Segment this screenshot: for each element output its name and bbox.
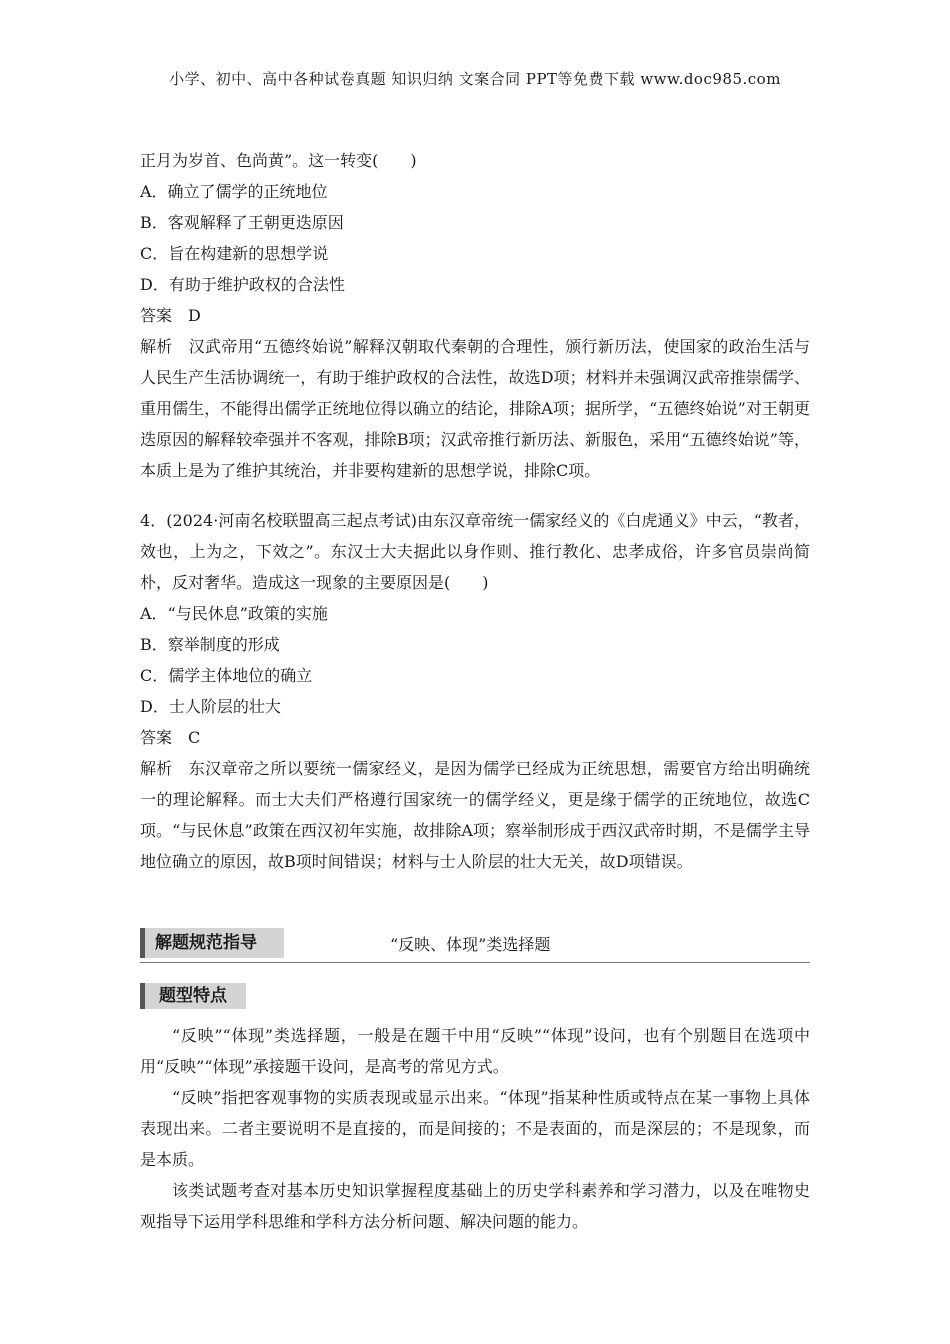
analysis-label: 解析 bbox=[140, 337, 173, 356]
analysis bbox=[140, 753, 810, 877]
analysis-text: 汉武帝用“五德终始说”解释汉朝取代秦朝的合理性，颁行新历法，使国家的政治生活与人民生产生活协调统一，有助于维护政权的合法性，故选D项；材料并未强调汉武帝推崇儒学、重用儒生，不能得出儒学正统地位得以确立的结论，排除A项；据所学，“五德终始说”对王朝更迭原因的解释较牵强并不客观，排除B项；汉武帝推行新历法、新服色，采用“五德终始说”等，本质上是为了维护其统治，并非要构建新的思想学说，排除C项。 bbox=[140, 337, 810, 480]
option-d: D．士人阶层的壮大 bbox=[140, 697, 281, 716]
section-tag: 解题规范指导 bbox=[140, 928, 284, 958]
answer-line bbox=[140, 300, 810, 331]
answer-value: C bbox=[188, 728, 201, 747]
option-b: B．客观解释了王朝更迭原因 bbox=[140, 213, 344, 232]
option-d: D．有助于维护政权的合法性 bbox=[140, 275, 345, 294]
subsection-body bbox=[140, 1020, 810, 1237]
answer-line bbox=[140, 722, 810, 753]
page-header: 小学、初中、高中各种试卷真题 知识归纳 文案合同 PPT等免费下载 www.doc985.com bbox=[169, 70, 781, 88]
paragraph-3: 该类试题考查对基本历史知识掌握程度基础上的历史学科素养和学习潜力，以及在唯物史观指导下运用学科思维和学科方法分析问题、解决问题的能力。 bbox=[140, 1181, 810, 1231]
analysis-label: 解析 bbox=[140, 759, 173, 778]
section-title: “反映、体现”类选择题 bbox=[390, 935, 551, 954]
analysis bbox=[140, 331, 810, 486]
option-c: C．儒学主体地位的确立 bbox=[140, 666, 313, 685]
subsection-tag: 题型特点 bbox=[140, 983, 246, 1009]
question-4 bbox=[140, 505, 810, 877]
question-stem-tail: 正月为岁首、色尚黄”。这一转变( ) bbox=[140, 151, 417, 170]
answer-value: D bbox=[188, 306, 201, 325]
option-a: A．确立了儒学的正统地位 bbox=[140, 182, 328, 201]
option-c: C．旨在构建新的思想学说 bbox=[140, 244, 329, 263]
section-header bbox=[140, 924, 810, 963]
answer-label: 答案 bbox=[140, 728, 173, 747]
option-b: B．察举制度的形成 bbox=[140, 635, 280, 654]
option-a: A．“与民休息”政策的实施 bbox=[140, 604, 328, 623]
question-3 bbox=[140, 145, 810, 486]
paragraph-2: “反映”指把客观事物的实质表现或显示出来。“体现”指某种性质或特点在某一事物上具体表现出来。二者主要说明不是直接的，而是间接的；不是表面的，而是深层的；不是现象，而是本质。 bbox=[140, 1088, 810, 1169]
question-stem: 4．(2024·河南名校联盟高三起点考试)由东汉章帝统一儒家经义的《白虎通义》中云，“教者，效也，上为之，下效之”。东汉士大夫据此以身作则、推行教化、忠孝成俗，许多官员崇尚简朴，反对奢华。造成这一现象的主要原因是( ) bbox=[140, 511, 810, 592]
answer-label: 答案 bbox=[140, 306, 173, 325]
paragraph-1: “反映”“体现”类选择题，一般是在题干中用“反映”“体现”设问，也有个别题目在选项中用“反映”“体现”承接题干设问，是高考的常见方式。 bbox=[140, 1026, 810, 1076]
analysis-text: 东汉章帝之所以要统一儒家经义，是因为儒学已经成为正统思想，需要官方给出明确统一的理论解释。而士大夫们严格遵行国家统一的儒学经义，更是缘于儒学的正统地位，故选C项。“与民休息”政策在西汉初年实施，故排除A项；察举制形成于西汉武帝时期，不是儒学主导地位确立的原因，故B项时间错误；材料与士人阶层的壮大无关，故D项错误。 bbox=[140, 759, 810, 871]
